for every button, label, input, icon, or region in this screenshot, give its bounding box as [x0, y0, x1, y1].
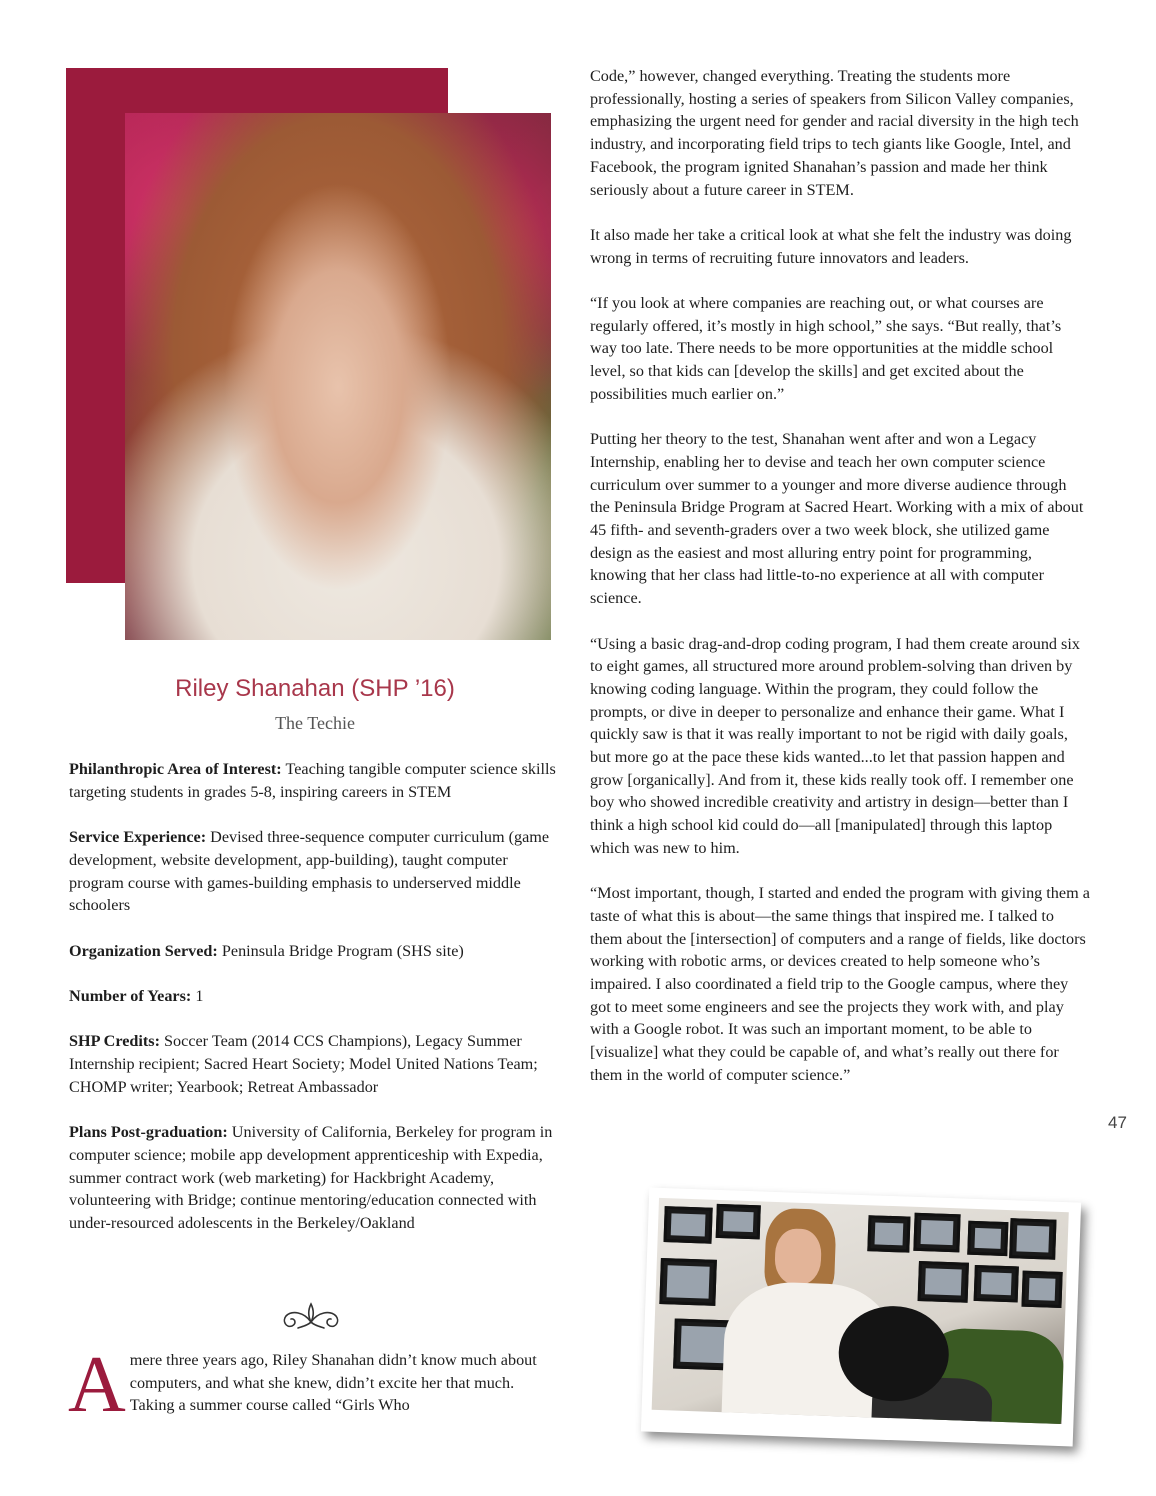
field-value: Soccer Team (2014 CCS Champions), Legacy Summer Internship recipient; Sacred Heart Society; Model United Nations Team; CHOMP writer; Yearbook; Retreat Ambassador: [69, 1032, 538, 1096]
field-label: Plans Post-graduation:: [69, 1123, 228, 1142]
field-plans-post-graduation: [69, 1121, 565, 1235]
wall-frame: [1021, 1271, 1062, 1308]
article-intro: [68, 1341, 555, 1429]
wall-frame: [974, 1265, 1019, 1303]
classroom-photo-image: [652, 1198, 1069, 1424]
field-label: SHP Credits:: [69, 1032, 160, 1051]
article-paragraph: It also made her take a critical look at what she felt the industry was doing wrong in terms of recruiting future innovators and leaders.: [590, 225, 1072, 267]
profile-subtitle: The Techie: [275, 713, 355, 733]
field-shp-credits: [69, 1030, 565, 1098]
field-label: Philanthropic Area of Interest:: [69, 760, 282, 778]
field-value: University of California, Berkeley for program in computer science; mobile app development apprenticeship with Expedia, summer contract work (web marketing) for Hackbright Academy, volunteering with Bridge; continue mentoring/education connected with under-resourced adolescents in the Berkeley/Oakland: [69, 1123, 553, 1232]
wall-frame: [913, 1213, 960, 1253]
flourish-ornament-icon: [278, 1300, 344, 1334]
field-organization-served: [69, 940, 565, 963]
field-label: Organization Served:: [69, 941, 218, 960]
field-service-experience: [69, 826, 565, 917]
field-label: Service Experience:: [69, 828, 207, 847]
article-paragraph: “If you look at where companies are reaching out, or what courses are regularly offered, it’s mostly in high school,” she says. “But really, that’s way too late. There needs to be more opportunities at the middle school level, so that kids can [develop the skills] and get excited about the possibilities much earlier on.”: [590, 294, 1062, 403]
profile-details: [69, 758, 565, 1257]
field-philanthropic-area: [69, 758, 565, 803]
wall-frame: [918, 1261, 969, 1303]
wall-frame: [663, 1206, 712, 1244]
article-paragraph: “Most important, though, I started and ended the program with giving them a taste of what this is about—the same things that inspired me. I talked to them about the [intersection] of computers and a range of fields, like doctors working with robotic arms, or devices created to help someone who’s impaired. I also coordinated a field trip to the Google campus, where they got to meet some engineers and see the projects they work with, and play with a Google robot. It was such an important moment, to be able to [visualize] what they could be capable of, and what’s really out there for them in the world of computer science.”: [590, 884, 1090, 1084]
student-girl-face: [774, 1228, 822, 1286]
classroom-photo: [641, 1188, 1081, 1447]
wall-frame: [867, 1215, 910, 1252]
article-paragraph: Code,” however, changed everything. Treating the students more professionally, hosting a series of speakers from Silicon Valley companies, emphasizing the urgent need for gender and racial diversity in the high tech industry, and incorporating field trips to tech giants like Google, Intel, and Facebook, the program ignited Shanahan’s passion and made her think seriously about a future career in STEM.: [590, 67, 1079, 199]
field-number-of-years: [69, 985, 565, 1008]
wall-frame: [659, 1258, 717, 1306]
article-paragraph: “Using a basic drag-and-drop coding program, I had them create around six to eight games, all structured more around problem-solving than driven by knowing coding language. Within the program, they could follow the prompts, or dive in deeper to personalize and enhance their game. What I quickly saw is that it was really important to not be rigid with daily goals, but more go at the pace these kids wanted...to let that passion happen and grow [organically]. And from it, these kids really took off. I remember one boy who showed incredible creativity and artistry in design—better than I think a high school kid could do—all [manipulated] through this laptop which was new to him.: [590, 634, 1080, 857]
portrait-photo: [125, 113, 551, 640]
article-paragraph: Putting her theory to the test, Shanahan went after and won a Legacy Internship, enabling her to devise and teach her own computer science curriculum over summer to a younger and more diverse audience through the Peninsula Bridge Program at Sacred Heart. Working with a mix of about 45 fifth- and seventh-graders over a two week block, she utilized game design as the easiest and most alluring entry point for programming, knowing that her class had little-to-no experience at all with computer science.: [590, 430, 1084, 608]
profile-name: Riley Shanahan (SHP ’16): [175, 675, 455, 702]
wall-frame: [716, 1204, 761, 1240]
field-value: Teaching tangible computer science skills targeting students in grades 5-8, inspiring careers in STEM: [69, 760, 556, 801]
field-value: Peninsula Bridge Program (SHS site): [217, 941, 464, 960]
field-value: Devised three-sequence computer curriculum (game development, website development, app-building), taught computer program course with games-building emphasis to underserved middle schoolers: [69, 828, 550, 915]
field-label: Number of Years:: [69, 986, 192, 1005]
drop-cap: A: [68, 1341, 126, 1429]
article-body: [590, 65, 1090, 1109]
wall-frame: [967, 1221, 1008, 1256]
field-value: 1: [191, 986, 204, 1005]
page-number: 47: [1108, 1113, 1127, 1132]
intro-text: mere three years ago, Riley Shanahan didn’t know much about computers, and what she knew, didn’t excite her that much. Taking a summer course called “Girls Who: [129, 1351, 537, 1415]
wall-frame: [1009, 1218, 1056, 1260]
